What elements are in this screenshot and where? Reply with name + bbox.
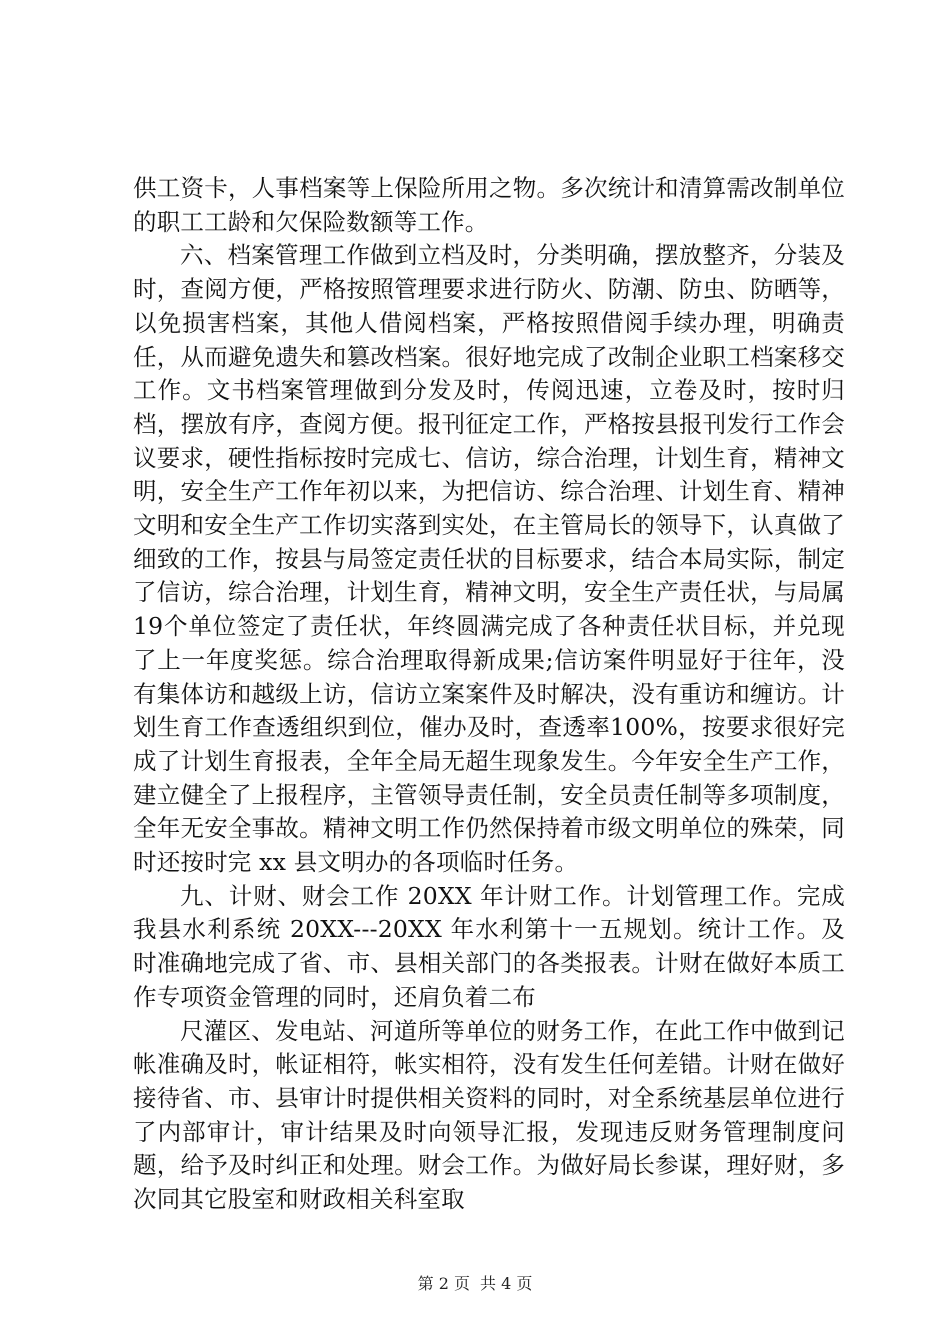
paragraph-continuation: 供工资卡，人事档案等上保险所用之物。多次统计和清算需改制单位的职工工龄和欠保险数额等工作。 — [133, 174, 845, 236]
paragraph-finance-section: 九、计财、财会工作 20XX 年计财工作。计划管理工作。完成我县水利系统 20XX---20XX 年水利第十一五规划。统计工作。及时准确地完成了省、市、县相关部门的各类报表。计财在做好本质工作专项资金管理的同时，还肩负着二布 — [133, 881, 845, 1011]
document-body — [133, 172, 845, 1217]
page-footer — [0, 1273, 950, 1295]
paragraph-archives-section: 六、档案管理工作做到立档及时，分类明确，摆放整齐，分装及时，查阅方便，严格按照管理要求进行防火、防潮、防虫、防晒等，以免损害档案，其他人借阅档案，严格按照借阅手续办理，明确责任，从而避免遗失和篡改档案。很好地完成了改制企业职工档案移交工作。文书档案管理做到分发及时，传阅迅速，立卷及时，按时归档，摆放有序，查阅方便。报刊征定工作，严格按县报刊发行工作会议要求，硬性指标按时完成七、信访，综合治理，计划生育，精神文明，安全生产工作年初以来，为把信访、综合治理、计划生育、精神文明和安全生产工作切实落到实处，在主管局长的领导下，认真做了细致的工作，按县与局签定责任状的目标要求，结合本局实际，制定了信访，综合治理，计划生育，精神文明，安全生产责任状，与局属19个单位签定了责任状，年终圆满完成了各种责任状目标，并兑现了上一年度奖惩。综合治理取得新成果;信访案件明显好于往年，没有集体访和越级上访，信访立案案件及时解决，没有重访和缠访。计划生育工作查透组织到位，催办及时，查透率100%，按要求很好完成了计划生育报表，全年全局无超生现象发生。今年安全生产工作，建立健全了上报程序，主管领导责任制，安全员责任制等多项制度，全年无安全事故。精神文明工作仍然保持着市级文明单位的殊荣，同时还按时完 xx 县文明办的各项临时任务。 — [133, 241, 845, 877]
page-number: 第 2 页 — [417, 1274, 470, 1293]
page-total: 共 4 页 — [480, 1274, 533, 1293]
paragraph-accounting-continuation: 尺灌区、发电站、河道所等单位的财务工作，在此工作中做到记帐准确及时，帐证相符，帐实相符，没有发生任何差错。计财在做好接待省、市、县审计时提供相关资料的同时，对全系统基层单位进行了内部审计，审计结果及时向领导汇报，发现违反财务管理制度问题，给予及时纠正和处理。财会工作。为做好局长参谋，理好财，多次同其它股室和财政相关科室取 — [133, 1016, 845, 1214]
